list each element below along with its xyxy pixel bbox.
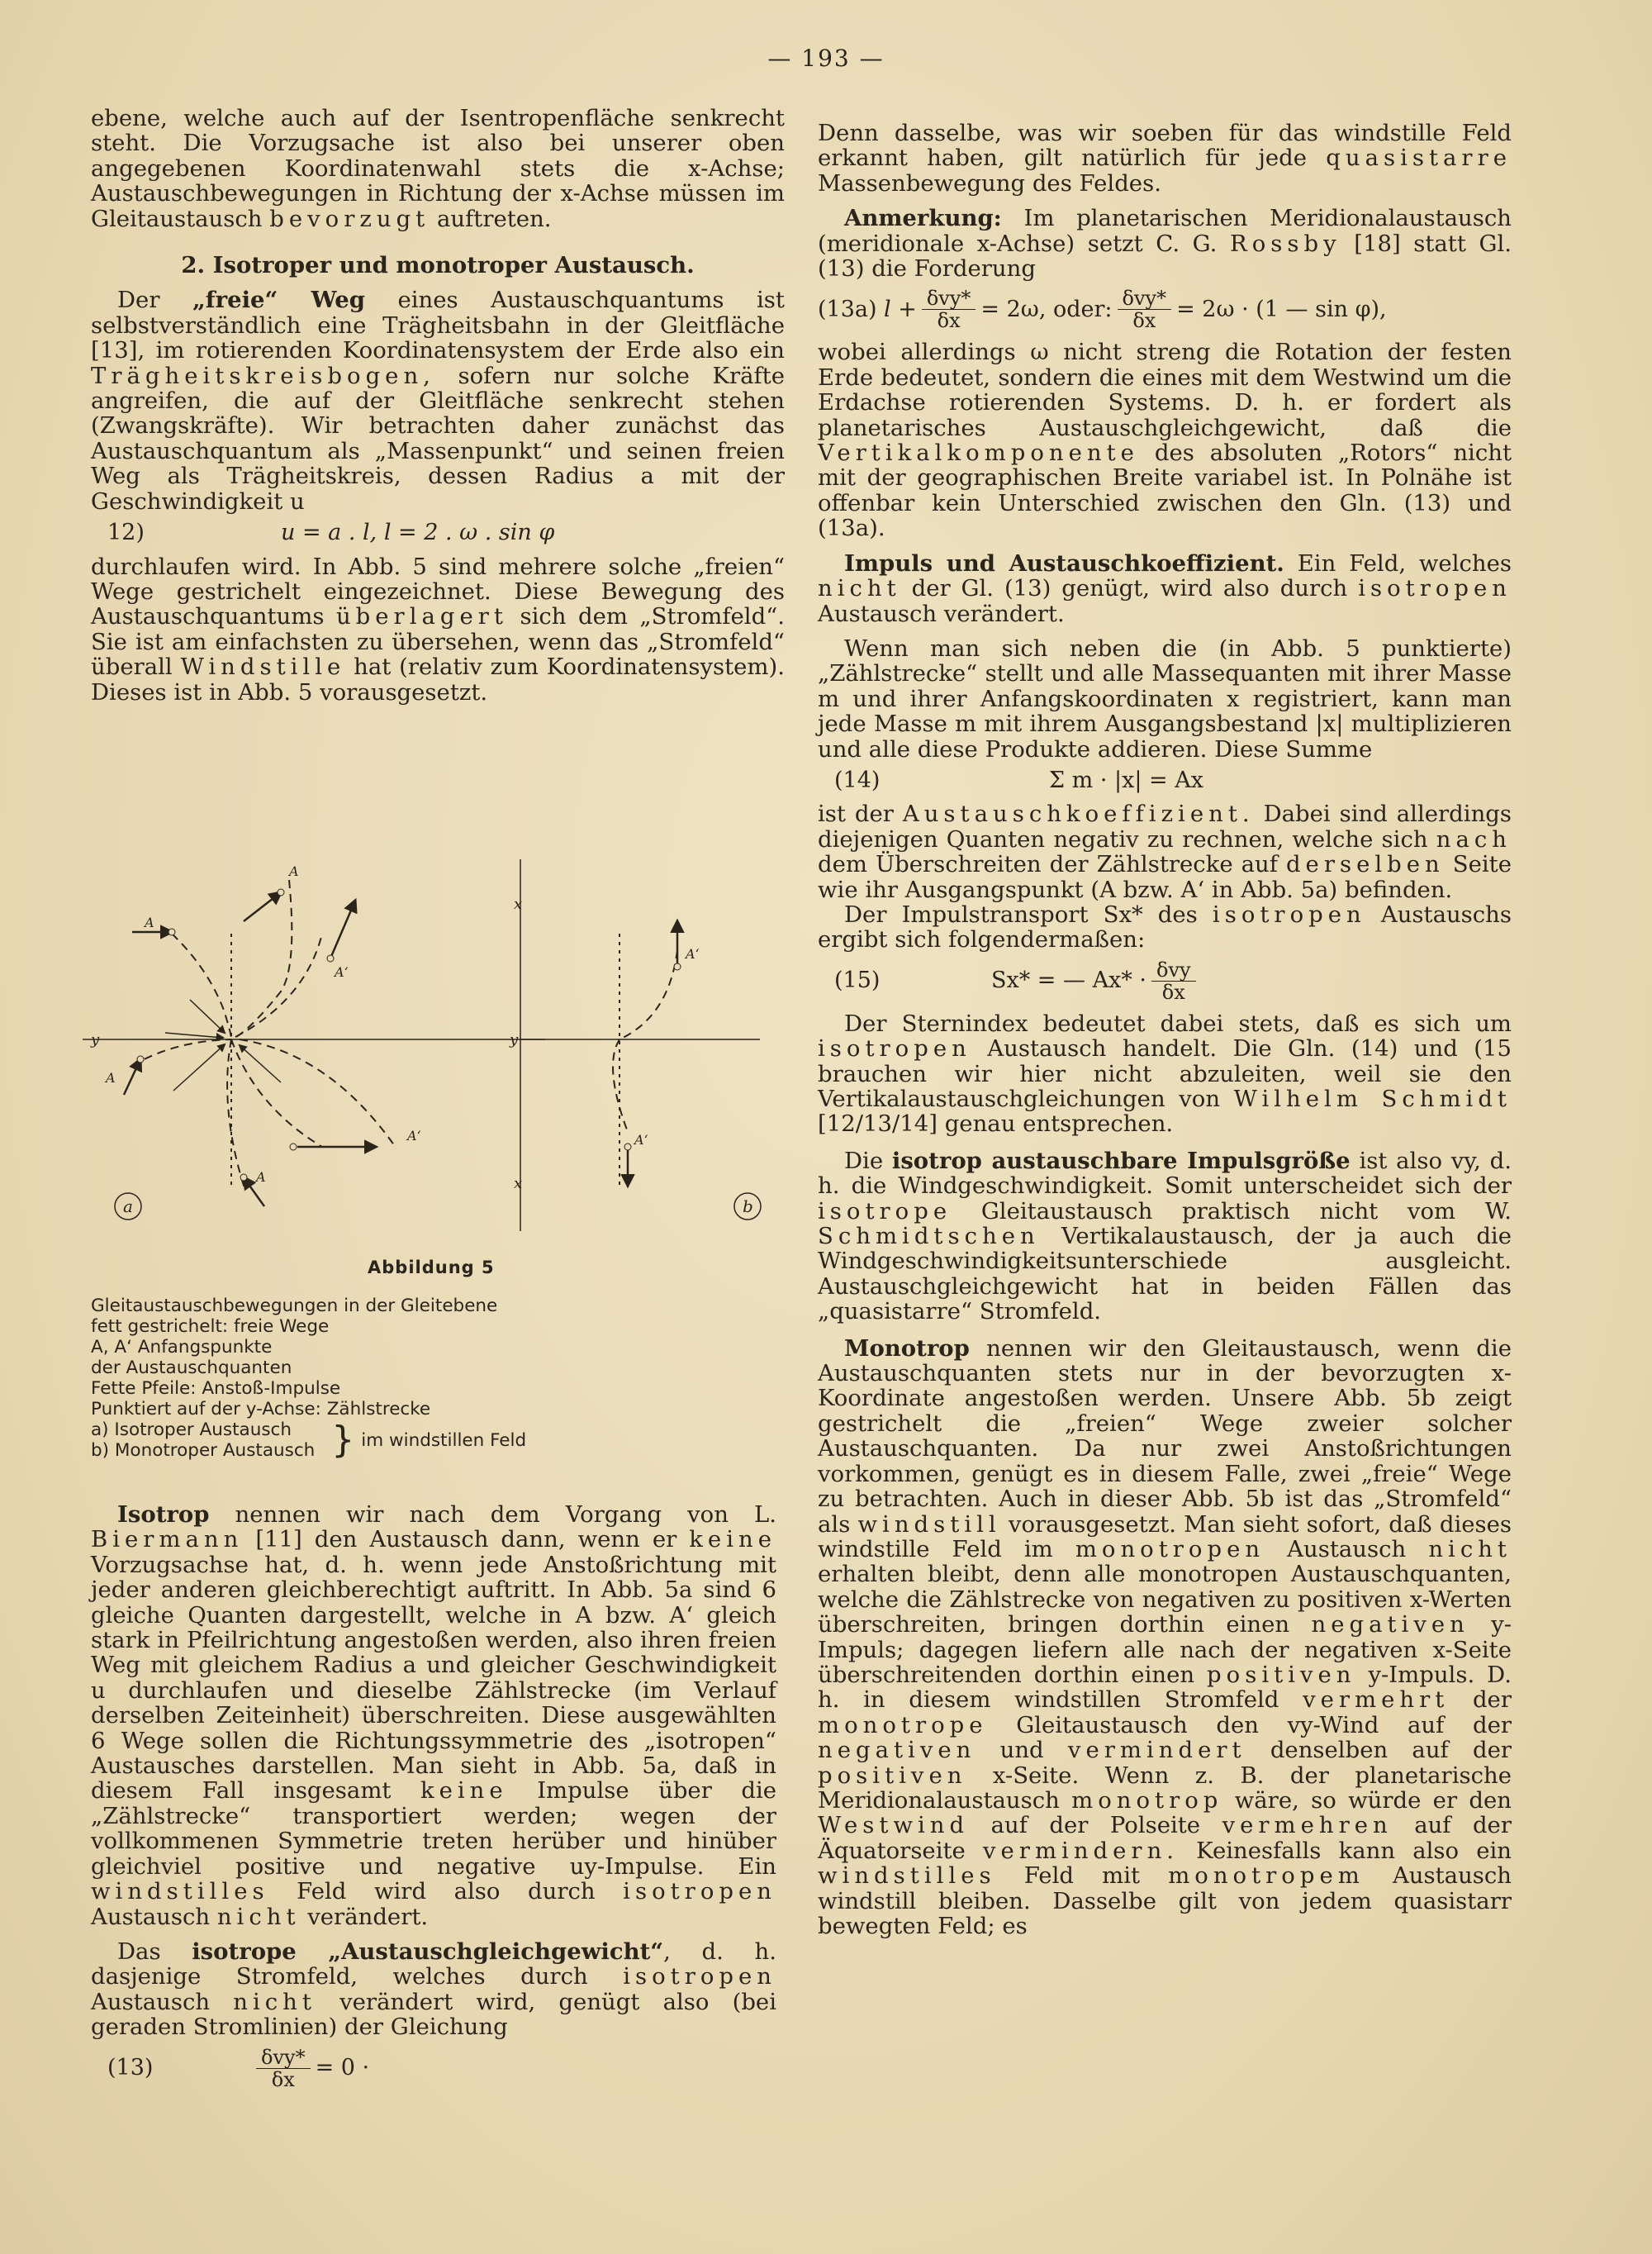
caption-line: der Austauschquanten [91, 1358, 292, 1378]
label-A-prime: A‘ [407, 1128, 421, 1144]
paragraph: Der „freie“ Weg eines Austauschquantums ist selbstverständlich eine Trägheitsbahn in der Gleitfläche [13], im rotierenden Koordinatensystem der Erde also ein Trägheitskreisbogen, sofern nur solche Kräfte angreifen, die auf der Gleitfläche senkrecht stehen (Zwangskräfte). Wir betrachten daher zunächst das Austauschquantum als „Massenpunkt“ und seinen freien Weg als Trägheitskreis, dessen Radius a mit der Geschwindigkeit u [91, 287, 785, 515]
paragraph: Wenn man sich neben die (in Abb. 5 punktierte) „Zählstrecke“ stellt und alle Massequanten mit ihrer Masse m und ihrer Anfangskoordinaten x registriert, kann man jede Masse m mit ihrem Ausgangsbestand |x| multiplizieren und alle diese Produkte addieren. Diese Summe [818, 635, 1512, 763]
free-path [172, 934, 231, 1039]
paragraph: Isotrop nennen wir nach dem Vorgang von L. Biermann [11] den Austausch dann, wenn er keine Vorzugsachse hat, d. h. wenn jede Anstoßrichtung mit jeder anderen gleichberechtigt auftritt. In Abb. 5a sind 6 gleiche Quanten dargestellt, welche in A bzw. A‘ gleich stark in Pfeilrichtung angestoßen werden, also ihren freien Weg mit gleichem Radius a und gleicher Geschwindigkeit u durchlaufen und dieselbe Zählstrecke (im Verlauf derselben Zeiteinheit) überschreiten. Diese ausgewählten 6 Wege sollen die Richtungssymmetrie des „isotropen“ Austausches darstellen. Man sieht in Abb. 5a, daß in diesem Fall insgesamt keine Impulse über die „Zählstrecke“ transportiert werden; wegen der vollkommenen Symmetrie treten herüber und hinüber gleichviel positive und negative uy-Impulse. Ein windstilles Feld wird also durch isotropen Austausch nicht verändert. [91, 1501, 777, 1930]
caption-line: b) Monotroper Austausch [91, 1440, 316, 1461]
path-arrow [190, 1000, 225, 1033]
paragraph: wobei allerdings ω nicht streng die Rotation der festen Erde bedeutet, sondern die eines mit dem Westwind um die Erdachse rotierenden Systems. D. h. er fordert als planetarisches Austauschgleichgewicht, daß die Vertikalkomponente des absoluten „Rotors“ nicht mit der geographischen Breite variabel ist. In Polnähe ist offenbar kein Unterschied zwischen den Gln. (13) und (13a). [818, 339, 1512, 542]
paragraph: durchlaufen wird. In Abb. 5 sind mehrere solche „freien“ Wege gestrichelt eingezeichnet. Diese Bewegung des Austauschquantums überlagert sich dem „Stromfeld“. Sie ist am einfachsten zu übersehen, wenn das „Stromfeld“ überall Windstille hat (relativ zum Koordinatensystem). Dieses ist in Abb. 5 vorausgesetzt. [91, 553, 785, 706]
paragraph: Denn dasselbe, was wir soeben für das windstille Feld erkannt haben, gilt natürlich für jede quasistarre Massenbewegung des Feldes. [818, 120, 1512, 197]
right-column [818, 121, 1512, 1938]
panel-b-label: b [743, 1196, 753, 1216]
caption-brace-group [91, 1419, 653, 1461]
equation-15: (15) Sx* = — Ax* · $\frac{\text{δvy}}{\delta x}$ [818, 959, 1512, 1003]
paragraph: ebene, welche auch auf der Isentropenfläche senkrecht steht. Die Vorzugsache ist also bei unserer oben angegebenen Koordinatenwahl stets die x-Achse; Austauschbewegungen in Richtung der x-Achse müssen im Gleitaustausch bevorzugt auftreten. [91, 105, 785, 232]
y-axis-label: y [510, 1031, 519, 1049]
label-A: A [256, 1169, 266, 1185]
brace: } [331, 1419, 355, 1461]
paragraph: Der Sternindex bedeutet dabei stets, daß es sich um isotropen Austausch handelt. Die Gln. (14) und (15 brauchen wir hier nicht abzuleiten, weil sie den Vertikalaustauschgleichungen von Wilhelm Schmidt [12/13/14] genau entsprechen. [818, 1010, 1512, 1138]
start-point [137, 1056, 144, 1063]
free-path [227, 1039, 244, 1188]
label-A-prime: A‘ [634, 1132, 648, 1148]
label-A-prime: A‘ [335, 964, 349, 980]
figure-title: Abbildung 5 [368, 1258, 495, 1277]
caption-line: Gleitaustauschbewegungen in der Gleitebene [91, 1296, 498, 1316]
impulse-arrow [330, 901, 355, 958]
y-axis-label: y [91, 1031, 100, 1049]
paragraph: Der Impulstransport Sx* des isotropen Austauschs ergibt sich folgendermaßen: [818, 901, 1512, 953]
left-column-bottom [91, 1502, 776, 2099]
start-point [624, 1144, 631, 1150]
paragraph: Impuls und Austauschkoeffizient. Ein Feld, welches nicht der Gl. (13) genügt, wird also durch isotropen Austausch verändert. [818, 549, 1512, 627]
panel-b [520, 859, 760, 1231]
figure-caption [91, 1296, 653, 1461]
paragraph: Monotrop nennen wir den Gleitaustausch, wenn die Austauschquanten stets nur in der bevorzugten x-Koordinate angestoßen werden. Unsere Abb. 5b zeigt gestrichelt die „freien“ Wege zweier solcher Austauschquanten. Da nur zwei Anstoßrichtungen vorkommen, genügt es in diesem Falle, zwei „freie“ Wege zu betrachten. Auch in dieser Abb. 5b ist das „Stromfeld“ als windstill vorausgesetzt. Man sieht sofort, daß dieses windstille Feld im monotropen Austausch nicht erhalten bleibt, denn alle monotropen Austauschquanten, welche die Zählstrecke von negativen zu positiven x-Werten überschreiten, bringen dorthin einen negativen y-Impuls; dagegen liefern alle nach der negativen x-Seite überschreitenden dorthin einen positiven y-Impuls. D. h. in diesem windstillen Stromfeld vermehrt der monotrope Gleitaustausch den vy-Wind auf der negativen und vermindert denselben auf der positiven x-Seite. Wenn z. B. der planetarische Meridionalaustausch monotrop wäre, so würde er den Westwind auf der Polseite vermehren auf der Äquatorseite vermindern. Keinesfalls kann also ein windstilles Feld mit monotropem Austausch windstill bleiben. Dasselbe gilt von jedem quasistarr bewegten Feld; es [818, 1334, 1512, 1939]
label-A-prime: A‘ [686, 946, 700, 962]
panel-a-label: a [123, 1196, 133, 1216]
paragraph: Anmerkung: Im planetarischen Meridionalaustausch (meridionale x-Achse) setzt C. G. Rossby [18] statt Gl. (13) die Forderung [818, 205, 1512, 283]
x-axis-label: x [514, 1175, 523, 1192]
path-arrow [173, 1044, 225, 1091]
label-A: A [289, 863, 299, 879]
start-point [278, 889, 284, 896]
start-point [290, 1144, 297, 1150]
free-path [235, 934, 322, 1037]
caption-line: a) Isotroper Austausch [91, 1419, 292, 1440]
equation-14: (14) Σ m · |x| = Ax [834, 767, 1203, 793]
path-arrow [240, 1045, 281, 1082]
page-number: — 193 — [767, 45, 885, 72]
equation-13a: (13a) l + $\frac{\text{δvy*}}{\delta x}$ = 2ω, oder: $\frac{\text{δvy*}}{\delta x}$ = 2ω · (1 — sin φ), [818, 287, 1387, 333]
free-path [240, 1039, 396, 1148]
paragraph: ist der Austauschkoeffizient. Dabei sind allerdings diejenigen Quanten negativ zu rechnen, welche sich nach dem Überschreiten der Zählstrecke auf derselben Seite wie ihr Ausgangspunkt (A bzw. A‘ in Abb. 5a) befinden. [818, 801, 1512, 903]
free-path [231, 1039, 322, 1147]
caption-line: A, A‘ Anfangspunkte [91, 1337, 273, 1358]
start-point [674, 963, 681, 970]
caption-line: Punktiert auf der y-Achse: Zählstrecke [91, 1399, 431, 1419]
label-A: A [106, 1070, 116, 1086]
paragraph: Die isotrop austauschbare Impulsgröße ist also vy, d. h. die Windgeschwindigkeit. Somit unterscheidet sich der isotrope Gleitaustausch praktisch nicht vom W. Schmidtschen Vertikalaustausch, der ja auch die Windgeschwindigkeitsunterschiede ausgleicht. Austauschgleichgewicht hat in beiden Fällen das „quasistarre“ Stromfeld. [818, 1147, 1512, 1325]
figure-5 [83, 843, 776, 1256]
caption-brace-text: im windstillen Feld [361, 1429, 527, 1451]
left-column-top [91, 106, 785, 705]
impulse-arrow [124, 1059, 140, 1095]
free-path [620, 950, 677, 1039]
impulse-arrow [244, 892, 281, 921]
free-path [231, 880, 292, 1039]
path-arrow [165, 1033, 223, 1038]
start-point [327, 955, 334, 962]
start-point [240, 1174, 247, 1181]
label-A: A [145, 915, 154, 930]
caption-line: fett gestrichelt: freie Wege [91, 1316, 330, 1337]
section-heading: 2. Isotroper und monotroper Austausch. [181, 252, 695, 279]
x-axis-label: x [514, 896, 523, 913]
equation-13: (13) $\frac{\text{δvy*}}{\delta x}$ = 0 · [107, 2045, 370, 2091]
start-point [169, 929, 175, 935]
equation-12: 12) u = a . l, l = 2 . ω . sin φ [107, 520, 555, 546]
caption-line: Fette Pfeile: Anstoß-Impulse [91, 1378, 341, 1399]
paragraph: Das isotrope „Austauschgleichgewicht“, d. h. dasjenige Stromfeld, welches durch isotropen Austausch nicht verändert wird, genügt also (bei geraden Stromlinien) der Gleichung [91, 1938, 776, 2041]
